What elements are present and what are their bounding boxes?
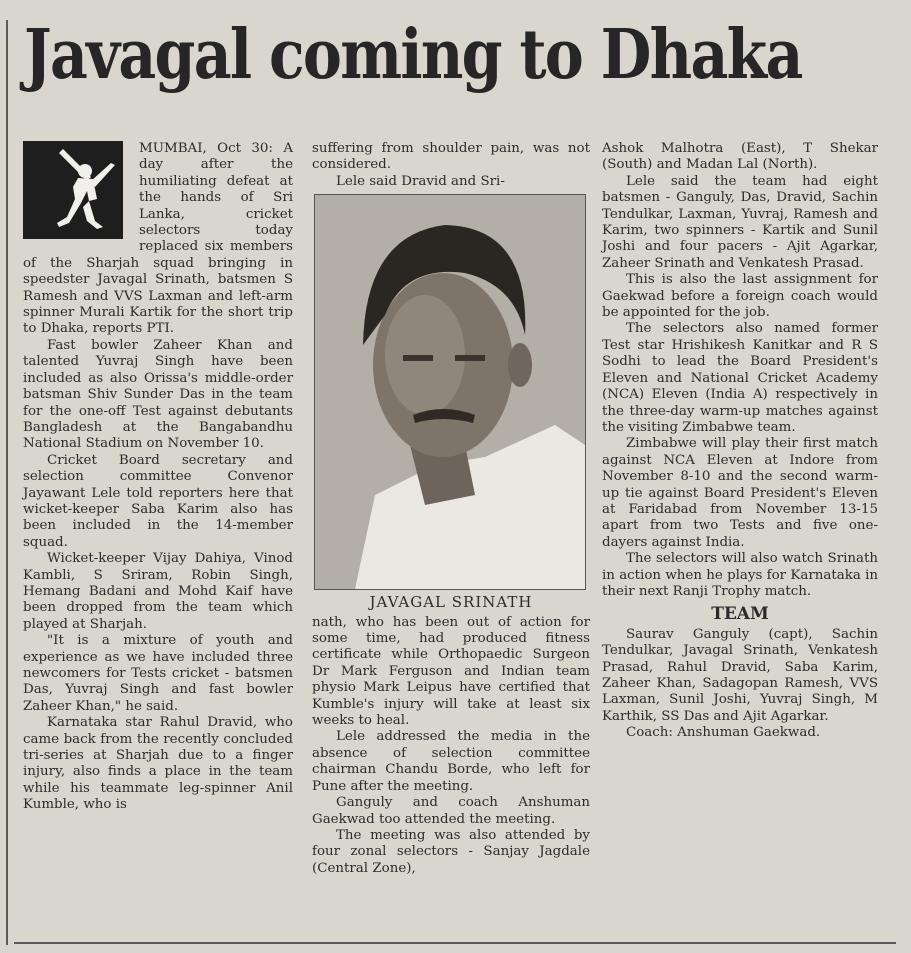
paragraph: This is also the last assignment for Gaekwad before a foreign coach would be appointed for the job.: [602, 272, 878, 321]
paragraph: nath, who has been out of action for some time, had produced fitness certificate while Orthopaedic Surgeon Dr Mark Ferguson and Indian team physio Mark Leipus have certified that Kumble's injury will take at least six weeks to heal.: [312, 614, 590, 729]
paragraph: Lele said Dravid and Sri-: [336, 173, 505, 189]
paragraph: MUMBAI, Oct 30: A day after the humiliating defeat at the hands of Sri Lanka, cricket selectors today replaced six members of the Sharjah squad bringing in speedster Javagal Srinath, batsmen S Ramesh and VVS Laxman and left-arm spinner Murali Kartik for the short trip to Dhaka, reports PTI.: [23, 141, 293, 337]
paragraph: The meeting was also attended by four zonal selectors - Sanjay Jagdale (Central Zone),: [312, 827, 590, 876]
coach-line: Coach: Anshuman Gaekwad.: [626, 725, 821, 741]
paragraph: Lele said the team had eight batsmen - Ganguly, Das, Dravid, Sachin Tendulkar, Laxman, Yuvraj, Ramesh and Karim, two spinners - Kartik and Sunil Joshi and four pacers - Ajit Agarkar, Zaheer Srinath and Venkatesh Prasad.: [602, 173, 878, 271]
paragraph: Karnataka star Rahul Dravid, who came back from the recently concluded tri-series at Sharjah due to a finger injury, also finds a place in the team while his teammate leg-spinner Anil Kumble, who is: [23, 715, 293, 813]
team-list: Saurav Ganguly (capt), Sachin Tendulkar, Javagal Srinath, Venkatesh Prasad, Rahul Dravid, Saba Karim, Zaheer Khan, Sadagopan Ramesh, VVS Laxman, Sunil Joshi, Yuvraj Singh, M Karthik, SS Das and Ajit Agarkar.: [602, 626, 878, 724]
article-column-1: [23, 141, 293, 814]
team-heading: TEAM: [711, 604, 769, 625]
left-column-rule: [6, 20, 8, 945]
paragraph: "It is a mixture of youth and experience as we have included three newcomers for Tests cricket - batsmen Das, Yuvraj Singh and fast bowler Zaheer Khan," he said.: [23, 633, 293, 714]
photo-caption: JAVAGAL SRINATH: [369, 593, 533, 612]
bottom-rule: [14, 942, 896, 944]
player-photo: [314, 194, 586, 590]
paragraph: Ganguly and coach Anshuman Gaekwad too attended the meeting.: [312, 795, 590, 827]
paragraph: Wicket-keeper Vijay Dahiya, Vinod Kambli, S Sriram, Robin Singh, Hemang Badani and Mohd Kaif have been dropped from the team which played at Sharjah.: [23, 551, 293, 632]
paragraph: Fast bowler Zaheer Khan and talented Yuvraj Singh have been included as also Orissa's middle-order batsman Shiv Sunder Das in the team for the one-off Test against debutants Bangladesh at the Bangabandhu National Stadium on November 10.: [23, 337, 293, 452]
paragraph: Lele addressed the media in the absence of selection committee chairman Chandu Borde, who left for Pune after the meeting.: [312, 729, 590, 794]
cricket-batsman-icon: [23, 141, 123, 239]
headline: Javagal coming to Dhaka: [24, 15, 802, 95]
paragraph: Cricket Board secretary and selection committee Convenor Jayawant Lele told reporters here that wicket-keeper Saba Karim also has been included in the 14-member squad.: [23, 452, 293, 550]
paragraph: suffering from shoulder pain, was not considered.: [312, 141, 590, 173]
paragraph: The selectors also named former Test star Hrishikesh Kanitkar and R S Sodhi to lead the Board President's Eleven and National Cricket Academy (NCA) Eleven (India A) respectively in the three-day warm-up matches against the visiting Zimbabwe team.: [602, 321, 878, 435]
paragraph: The selectors will also watch Srinath in action when he plays for Karnataka in their next Ranji Trophy match.: [602, 551, 878, 599]
paragraph: Ashok Malhotra (East), T Shekar (South) and Madan Lal (North).: [602, 141, 878, 173]
paragraph: Zimbabwe will play their first match against NCA Eleven at Indore from November 8-10 and the second warm-up tie against Board President's Eleven at Faridabad from November 13-15 apart from two Tests and five one-dayers against India.: [602, 436, 878, 550]
article-column-2: [312, 141, 590, 877]
article-column-3: [602, 141, 878, 742]
